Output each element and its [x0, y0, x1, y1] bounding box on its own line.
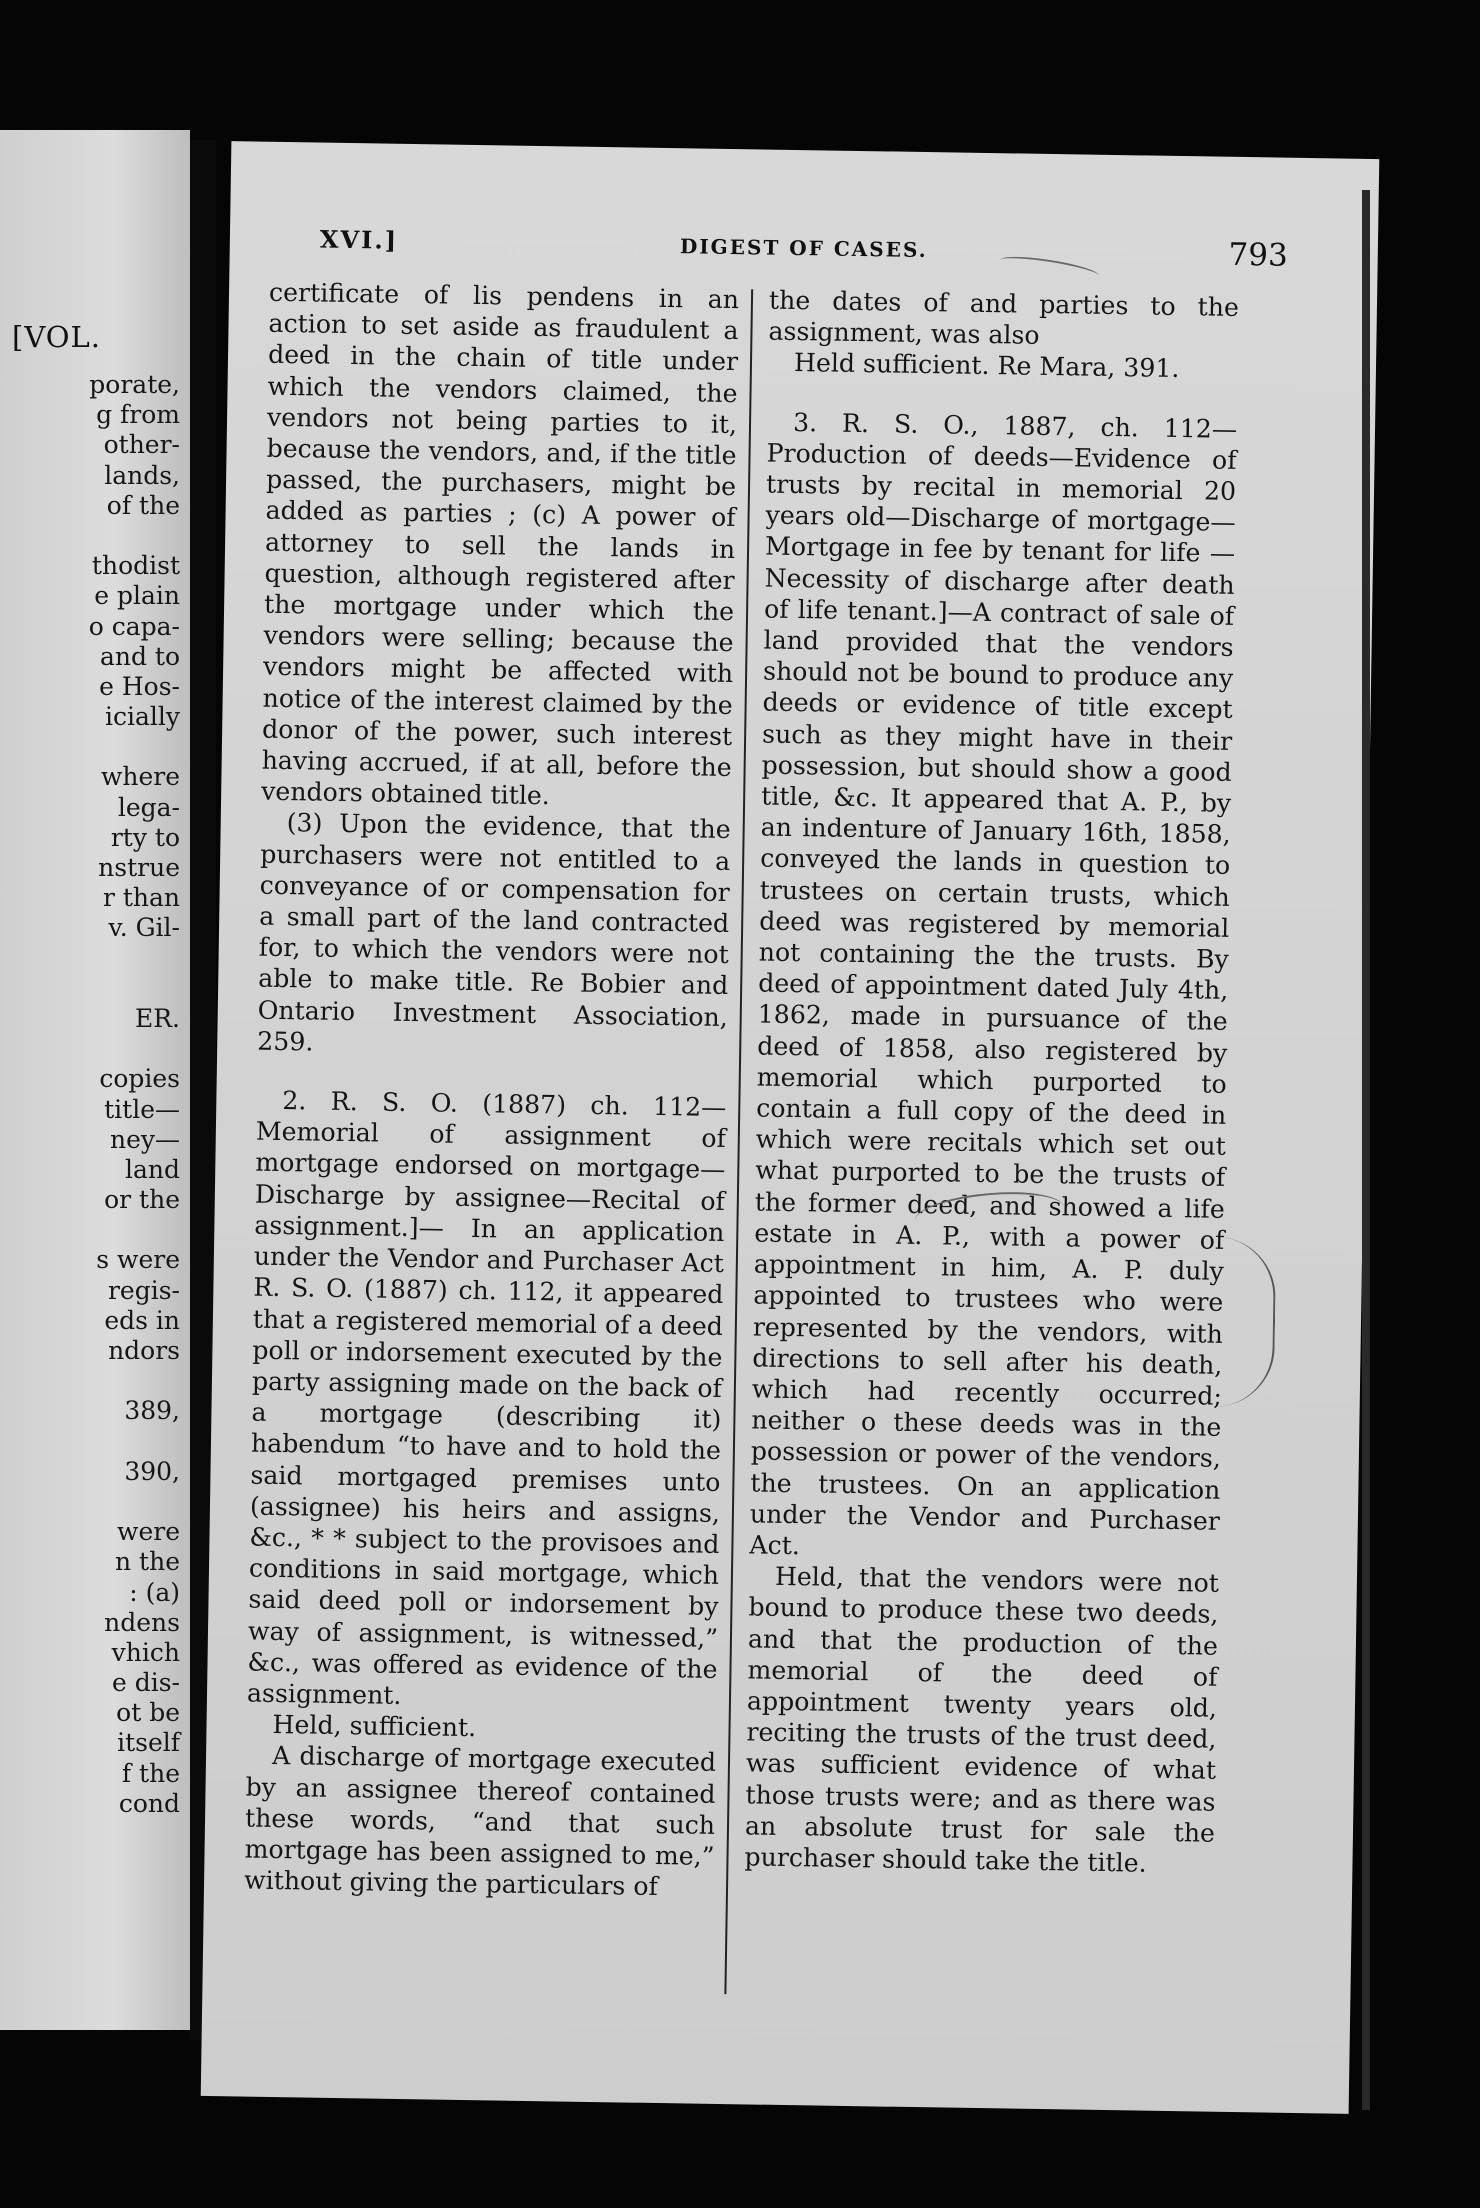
paragraph: A discharge of mortgage executed by an assignee thereof contained these words, “and that such mortgage has been assigned to me,” without giving the particulars of: [243, 1741, 717, 1902]
paragraph: the dates of and parties to the assignment, was also: [768, 285, 1240, 351]
left-page-line: other-: [103, 430, 180, 460]
paragraph: Held sufficient. Re Mara, 391.: [793, 348, 1180, 384]
left-page-lines: [0, 370, 180, 1819]
left-page-line: 389,: [124, 1396, 180, 1426]
paragraph: Held, sufficient.: [272, 1710, 477, 1743]
margin-annotation: [1212, 1237, 1277, 1408]
left-page-line: copies: [99, 1064, 180, 1094]
left-page-line: f the: [121, 1758, 180, 1788]
running-head-title: DIGEST OF CASES.: [679, 234, 928, 263]
left-page-line: itself: [117, 1728, 180, 1758]
left-page-line: [0, 1215, 180, 1245]
left-page-line: [0, 1034, 180, 1064]
left-page-line: ER.: [134, 1003, 180, 1033]
left-page-line: [0, 1427, 180, 1457]
left-page-line: regis-: [107, 1275, 180, 1305]
left-page-line: ot be: [116, 1698, 180, 1728]
left-page-line: : (a): [129, 1577, 180, 1607]
left-page-line: lega-: [117, 792, 180, 822]
right-column: [744, 285, 1239, 1880]
paragraph: Held, that the vendors were not bound to produce these two deeds, and that the production of the memorial of the deed of appointment twenty years old, reciting the trusts of the trust deed, was sufficient evidence of what those trusts were; and as there was an absolute trust for sale the purchaser should take the title.: [744, 1561, 1220, 1878]
left-page-line: r than: [102, 883, 180, 913]
left-page-line: n the: [115, 1547, 180, 1577]
left-page-line: and to: [99, 641, 180, 671]
left-page-line: v. Gil-: [108, 913, 180, 943]
page-edge: [1362, 190, 1370, 2110]
left-page-line: rty to: [110, 822, 180, 852]
left-page-line: e plain: [94, 581, 180, 611]
left-page-line: ndors: [108, 1336, 180, 1365]
left-page-line: or the: [104, 1185, 180, 1215]
left-page-line: [0, 1366, 180, 1396]
left-page-line: thodist: [91, 551, 180, 581]
left-page-line: [0, 944, 180, 974]
main-page: [201, 141, 1380, 2114]
left-page-line: ndens: [104, 1607, 180, 1637]
left-page-fragment: [0, 130, 190, 2030]
left-page-line: [0, 732, 180, 762]
left-page-line: of the: [106, 490, 180, 520]
left-page-line: ney—: [109, 1124, 180, 1154]
left-page-line: where: [100, 762, 180, 792]
left-page-line: nstrue: [98, 853, 180, 882]
left-page-header: [VOL.: [12, 320, 101, 354]
left-page-line: porate,: [89, 370, 180, 399]
page-number: 793: [1228, 236, 1289, 274]
left-page-line: lands,: [104, 460, 180, 490]
left-page-line: title—: [104, 1094, 180, 1124]
left-page-line: g from: [96, 400, 180, 430]
left-page-line: o capa-: [88, 611, 180, 641]
paragraph: certificate of lis pendens in an action to set aside as fraudulent a deed in the chain of title under which the vendors claimed, the vendors not being parties to it, because the vendors, and, if the title passed, the purchasers, might be added as parties ; (c) A power of attorney to sell the lands in question, although registered after the mortgage under which the vendors were selling; because the vendors might be affected with notice of the interest claimed by the donor of the power, such interest having accrued, if at all, before the vendors obtained title.: [260, 277, 740, 811]
left-page-line: were: [117, 1517, 180, 1547]
left-page-line: cond: [118, 1788, 180, 1818]
left-page-line: icially: [104, 702, 180, 732]
left-page-line: [0, 521, 180, 551]
running-head-volume: XVI.]: [319, 224, 399, 255]
left-page-line: 390,: [124, 1456, 180, 1486]
paragraph: 2. R. S. O. (1887) ch. 112—Memorial of assignment of mortgage endorsed on mortgage—Discharge by assignee—Recital of assignment.]— In an application under the Vendor and Purchaser Act R. S. O. (1887) ch. 112, it appeared that a registered memorial of a deed poll or indorsement executed by the party assigning made on the back of a mortgage (describing it) habendum “to have and to hold the said mortgaged premises unto (assignee) his heirs and assigns, &c., * * subject to the provisoes and conditions in said mortgage, which said deed poll or indorsement by way of assignment, is witnessed,” &c., was offered as evidence of the assignment.: [246, 1086, 727, 1710]
left-page-line: e Hos-: [99, 671, 180, 701]
left-page-line: land: [124, 1154, 180, 1184]
paragraph: 3. R. S. O., 1887, ch. 112—Production of deeds—Evidence of trusts by recital in memorial 20 years old—Discharge of mortgage—Mortgage in fee by tenant for life — Necessity of discharge after death of life tenant.]—A contract of sale of land provided that the vendors should not be bound to produce any deeds or evidence of title except such as they might have in their possession, but should show a good title, &c. It appeared that A. P., by an indenture of January 16th, 1858, conveyed the lands in question to trustees on certain trusts, which deed was registered by memorial not containing the the trusts. By deed of appointment dated July 4th, 1862, made in pursuance of the deed of 1858, also registered by memorial which purported to contain a full copy of the deed in which were recitals which set out what purported to be the trusts of the former deed, and showed a life estate in A. P., with a power of appointment in him, A. P. duly appointed to trustees who were represented by the vendors, with directions to sell after his death, which had recently occurred; neither o these deeds was in the possession or power of the vendors, the trustees. On an application under the Vendor and Purchaser Act.: [749, 407, 1238, 1561]
left-page-line: eds in: [104, 1305, 180, 1335]
left-page-line: e dis-: [111, 1668, 180, 1698]
left-column: [244, 277, 739, 1904]
left-page-line: s were: [96, 1245, 180, 1275]
paragraph: (3) Upon the evidence, that the purchasers were not entitled to a conveyance of or compensation for a small part of the land contracted for, to which the vendors were not able to make title. Re Bobier and Ontario Investment Association, 259.: [257, 808, 731, 1057]
left-page-line: vhich: [111, 1637, 180, 1667]
left-page-line: [0, 1487, 180, 1517]
left-page-line: [0, 974, 180, 1004]
